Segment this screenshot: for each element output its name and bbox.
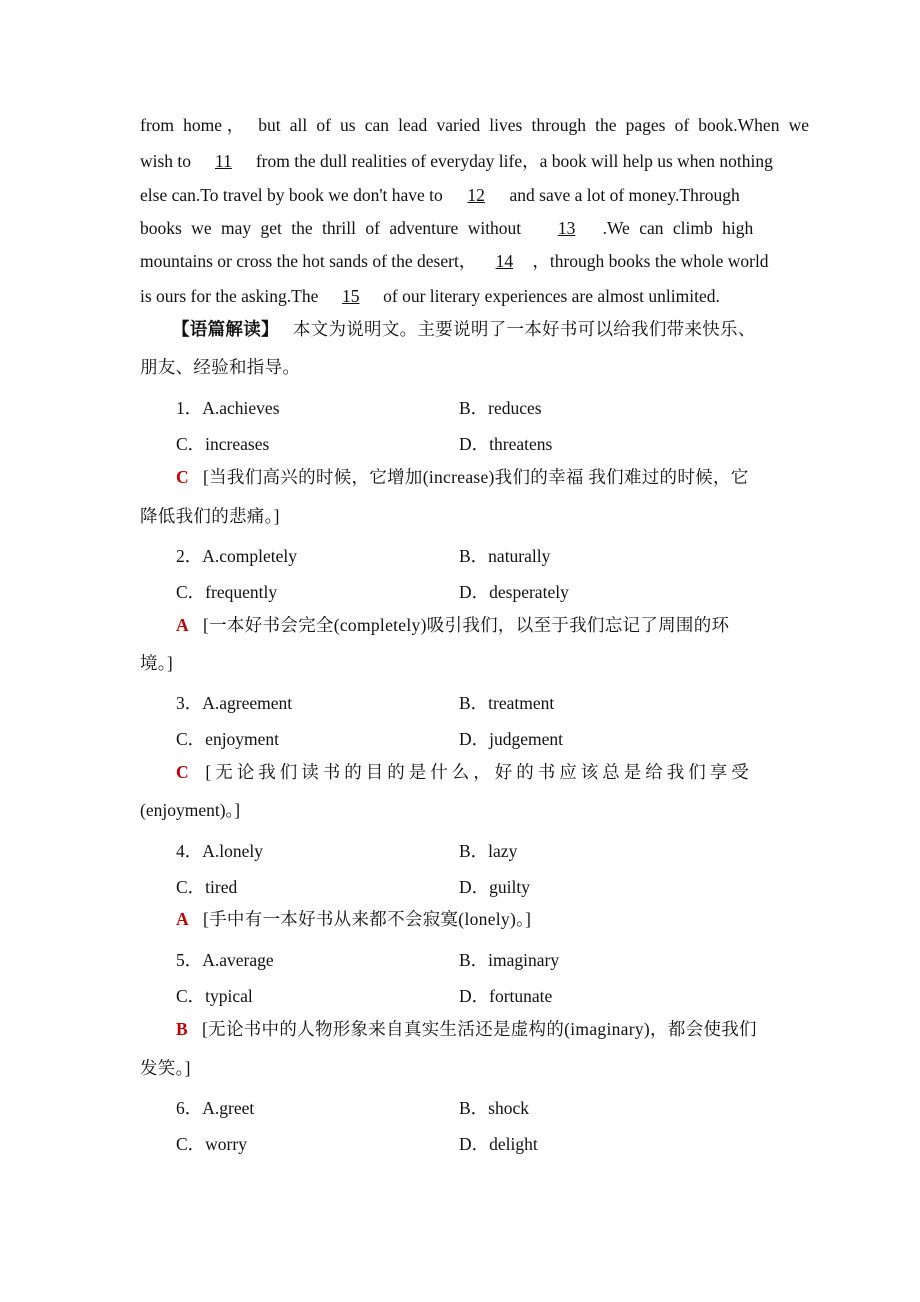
q4-option-d: D．guilty bbox=[459, 877, 530, 897]
summary-text: 朋友、经验和指导。 bbox=[140, 357, 301, 377]
q2-explanation bbox=[176, 614, 729, 636]
passage-line-3 bbox=[140, 184, 740, 206]
explanation-text: [一本好书会完全(completely)吸引我们，以至于我们忘记了周围的环 bbox=[202, 615, 730, 635]
q6-option-d: D．delight bbox=[459, 1134, 538, 1154]
q2-explanation-cont: 境。] bbox=[140, 653, 173, 673]
passage-line-6 bbox=[140, 285, 720, 307]
explanation-text: [无论我们读书的目的是什么，好的书应该总是给我们享受 bbox=[205, 762, 753, 782]
q1-explanation bbox=[176, 466, 749, 488]
q2-option-b: B．naturally bbox=[459, 546, 551, 566]
q4-answer: A bbox=[176, 909, 189, 929]
q5-answer: B bbox=[176, 1019, 188, 1039]
q6-option-a: 6．A.greet bbox=[176, 1098, 255, 1118]
q5-option-c: C．typical bbox=[176, 986, 253, 1006]
passage-line-4 bbox=[140, 217, 753, 239]
q2-option-d: D．desperately bbox=[459, 582, 569, 602]
passage-text: .We can climb high bbox=[602, 218, 754, 238]
explanation-text: [手中有一本好书从来都不会寂寞(lonely)。] bbox=[202, 909, 532, 929]
q6-option-b: B．shock bbox=[459, 1098, 529, 1118]
q3-option-c: C．enjoyment bbox=[176, 729, 280, 749]
passage-text: and save a lot of money.Through bbox=[509, 185, 740, 205]
passage-text: from home， but all of us can lead varied lives through the pages of book.When we bbox=[140, 115, 809, 135]
q1-option-d: D．threatens bbox=[459, 434, 553, 454]
passage-text: else can.To travel by book we don't have to bbox=[140, 185, 443, 205]
q3-option-d: D．judgement bbox=[459, 729, 564, 749]
passage-line-2 bbox=[140, 150, 773, 172]
q4-option-a: 4．A.lonely bbox=[176, 841, 264, 861]
passage-text: is ours for the asking.The bbox=[140, 286, 319, 306]
q1-answer: C bbox=[176, 467, 189, 487]
q4-explanation bbox=[176, 908, 531, 930]
q2-option-c: C．frequently bbox=[176, 582, 278, 602]
q2-option-a: 2．A.completely bbox=[176, 546, 298, 566]
summary-line-2 bbox=[140, 356, 300, 378]
passage-text: from the dull realities of everyday life，a book will help us when nothing bbox=[255, 151, 773, 171]
passage-line-5 bbox=[140, 250, 769, 272]
q5-explanation bbox=[176, 1018, 757, 1040]
q3-explanation-cont: (enjoyment)。] bbox=[140, 800, 241, 820]
q4-option-b: B．lazy bbox=[459, 841, 518, 861]
q1-option-c: C．increases bbox=[176, 434, 270, 454]
passage-text: mountains or cross the hot sands of the desert， bbox=[140, 251, 477, 271]
explanation-text: [当我们高兴的时候，它增加(increase)我们的幸福 我们难过的时候，它 bbox=[202, 467, 749, 487]
q4-option-c: C．tired bbox=[176, 877, 238, 897]
q2-answer: A bbox=[176, 615, 189, 635]
passage-text: ，through books the whole world bbox=[532, 251, 769, 271]
q1-option-a: 1．A.achieves bbox=[176, 398, 280, 418]
q1-option-b: B．reduces bbox=[459, 398, 542, 418]
q5-option-b: B．imaginary bbox=[459, 950, 560, 970]
explanation-text: [无论书中的人物形象来自真实生活还是虚构的(imaginary)，都会使我们 bbox=[202, 1019, 757, 1039]
q5-explanation-cont: 发笑。] bbox=[140, 1058, 191, 1078]
passage-text: wish to bbox=[140, 151, 192, 171]
passage-text: books we may get the thrill of adventure without bbox=[140, 218, 522, 238]
passage-line-1 bbox=[140, 114, 809, 136]
blank-14: 14 bbox=[495, 251, 514, 271]
q1-explanation-cont: 降低我们的悲痛。] bbox=[140, 506, 280, 526]
blank-12: 12 bbox=[467, 185, 485, 205]
blank-11: 11 bbox=[215, 151, 232, 171]
q5-option-a: 5．A.average bbox=[176, 950, 274, 970]
summary-text: 本文为说明文。主要说明了一本好书可以给我们带来快乐、 bbox=[292, 319, 756, 339]
q3-option-a: 3．A.agreement bbox=[176, 693, 293, 713]
summary-line-1 bbox=[172, 318, 756, 340]
q3-option-b: B．treatment bbox=[459, 693, 555, 713]
q5-option-d: D．fortunate bbox=[459, 986, 553, 1006]
blank-15: 15 bbox=[342, 286, 360, 306]
blank-13: 13 bbox=[557, 218, 576, 238]
summary-label: 【语篇解读】 bbox=[172, 319, 279, 339]
q6-option-c: C．worry bbox=[176, 1134, 247, 1154]
passage-text: of our literary experiences are almost unlimited. bbox=[383, 286, 720, 306]
q3-explanation bbox=[176, 761, 753, 783]
q3-answer: C bbox=[176, 762, 189, 782]
